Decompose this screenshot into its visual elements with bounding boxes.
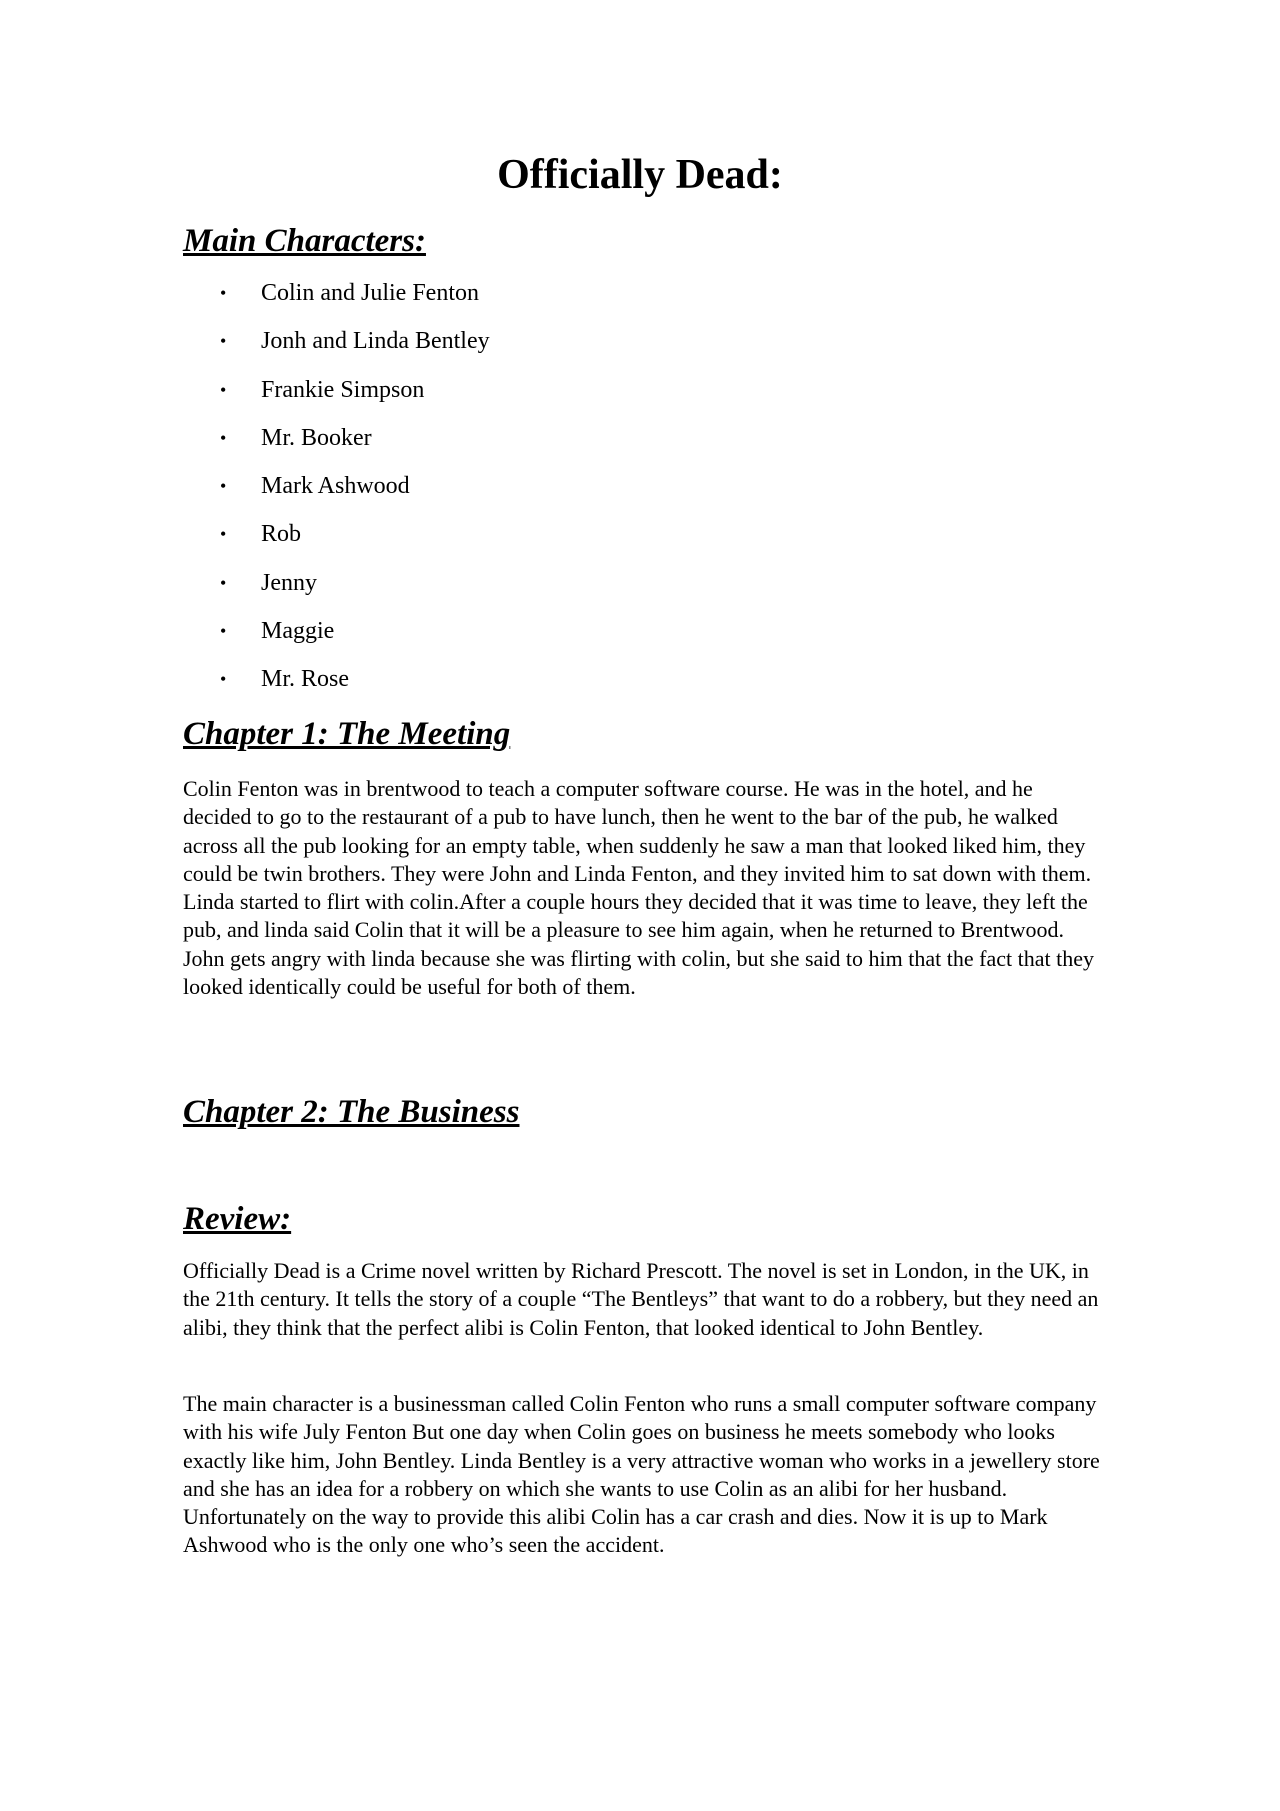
character-list-item (183, 662, 783, 710)
chapter-1-text: Colin Fenton was in brentwood to teach a computer software course. He was in the hotel, and he decided to go to the restaurant of a pub to have lunch, then he went to the bar of the pub, he walked across all the pub looking for an empty table, when suddenly he saw a man that looked liked him, they could be twin brothers. They were John and Linda Fenton, and they invited him to sat down with them. Linda started to flirt with colin.After a couple hours they decided that it was time to leave, they left the pub, and linda said Colin that it will be a pleasure to see him again, when he returned to Brentwood. John gets angry with linda because she was flirting with colin, but she said to him that the fact that they looked identically could be useful for both of them. (183, 776, 1094, 1000)
character-list-item (183, 276, 783, 324)
character-list-item (183, 373, 783, 421)
character-list-item (183, 614, 783, 662)
character-name: Jonh and Linda Bentley (261, 328, 490, 355)
bullet-icon: • (220, 524, 227, 545)
character-name: Jenny (261, 569, 317, 596)
bullet-icon: • (220, 331, 227, 352)
bullet-icon: • (220, 427, 227, 448)
bullet-icon: • (220, 621, 227, 642)
character-list-item (183, 566, 783, 614)
review-paragraph-2: The main character is a businessman called Colin Fenton who runs a small computer software company with his wife July Fenton But one day when Colin goes on business he meets somebody who looks exactly like him, John Bentley. Linda Bentley is a very attractive woman who works in a jewellery store and she has an idea for a robbery on which she wants to use Colin as an alibi for her husband. Unfortunately on the way to provide this alibi Colin has a car crash and dies. Now it is up to Mark Ashwood who is the only one who’s seen the accident. (183, 1391, 1100, 1558)
review-heading: Review: (183, 1201, 292, 1237)
character-list-item (183, 517, 783, 565)
bullet-icon: • (220, 572, 227, 593)
chapter-2-heading: Chapter 2: The Business (183, 1094, 520, 1130)
bullet-icon: • (220, 476, 227, 497)
character-name: Frankie Simpson (261, 376, 425, 403)
character-name: Mark Ashwood (261, 473, 410, 500)
review-paragraph-1: Officially Dead is a Crime novel written by Richard Prescott. The novel is set in London, in the UK, in the 21th century. It tells the story of a couple “The Bentleys” that want to do a robbery, but they need an alibi, they think that the perfect alibi is Colin Fenton, that looked identical to John Bentley. (183, 1258, 1099, 1340)
bullet-icon: • (220, 669, 227, 690)
character-name: Mr. Booker (261, 424, 372, 451)
bullet-icon: • (220, 283, 227, 303)
character-list-item (183, 421, 783, 469)
chapter-1-heading: Chapter 1: The Meeting (183, 716, 511, 752)
character-name: Rob (261, 521, 302, 548)
character-list-item (183, 469, 783, 517)
character-name: Colin and Julie Fenton (261, 280, 479, 306)
character-name: Maggie (261, 618, 335, 645)
document-title: Officially Dead: (497, 152, 783, 198)
character-name: Mr. Rose (261, 666, 350, 693)
bullet-icon: • (220, 379, 227, 400)
character-list-item (183, 324, 783, 372)
character-list (183, 276, 783, 711)
main-characters-heading: Main Characters: (183, 223, 426, 259)
